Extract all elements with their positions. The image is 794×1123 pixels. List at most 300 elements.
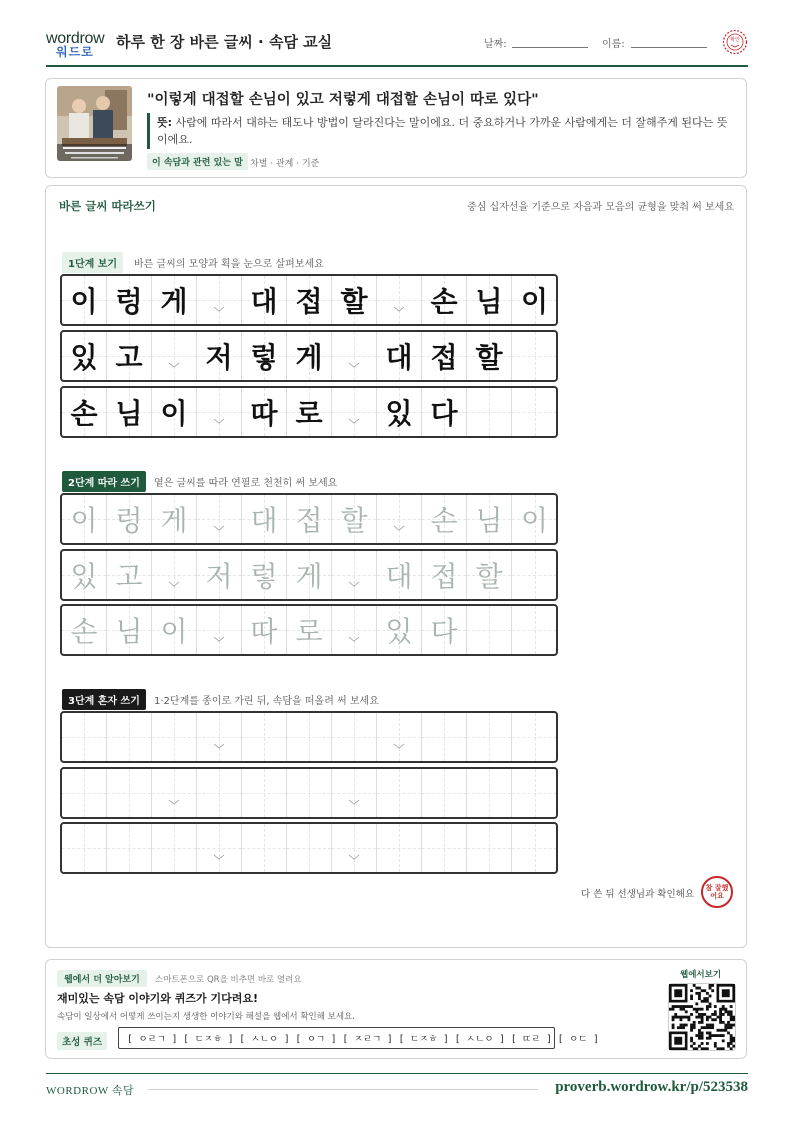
qr-module	[730, 1005, 733, 1008]
qr-module	[717, 1047, 720, 1050]
qr-module	[693, 984, 696, 987]
qr-module	[695, 1008, 698, 1011]
header-divider	[46, 65, 748, 67]
writing-cell[interactable]	[242, 824, 287, 872]
writing-cell[interactable]	[152, 713, 197, 761]
qr-module	[706, 1018, 709, 1021]
stage-2-badge: 2단계 따라 쓰기	[62, 471, 146, 492]
qr-module	[701, 1034, 704, 1037]
writing-cell	[332, 332, 377, 380]
qr-module	[690, 1037, 693, 1040]
qr-module	[693, 1047, 696, 1050]
writing-cell[interactable]	[422, 824, 467, 872]
qr-module	[698, 1034, 701, 1037]
qr-code[interactable]	[668, 983, 736, 1051]
qr-module	[672, 1018, 675, 1021]
writing-char: 저	[205, 560, 233, 593]
qr-module	[680, 1024, 683, 1027]
writing-cell	[242, 332, 287, 380]
qr-module	[703, 997, 706, 1000]
qr-module	[680, 1005, 683, 1008]
qr-module	[719, 1010, 722, 1013]
qr-module	[722, 1021, 725, 1024]
writing-char	[115, 717, 142, 757]
writing-cell[interactable]	[512, 824, 557, 872]
writing-char: 대	[385, 341, 413, 374]
writing-char	[385, 773, 412, 813]
qr-module	[690, 1039, 693, 1042]
writing-char: 따	[250, 397, 278, 430]
writing-cell	[152, 276, 197, 324]
writing-char: 이	[520, 285, 549, 318]
qr-module	[732, 1024, 735, 1027]
writing-cell	[107, 276, 152, 324]
qr-module	[682, 1008, 685, 1011]
footer-url[interactable]: proverb.wordrow.kr/p/523538	[555, 1079, 748, 1095]
writing-cell[interactable]	[107, 824, 152, 872]
writing-cell[interactable]	[197, 769, 242, 817]
qr-module	[698, 1008, 701, 1011]
qr-module	[701, 1013, 704, 1016]
qr-module	[698, 1037, 701, 1040]
writing-cell[interactable]	[62, 495, 107, 543]
writing-char	[250, 828, 277, 868]
writing-cell[interactable]	[197, 551, 242, 599]
writing-char	[250, 773, 277, 813]
qr-module	[682, 1016, 685, 1019]
qr-module	[730, 1024, 733, 1027]
qr-module	[714, 1010, 717, 1013]
writing-cell[interactable]	[152, 606, 197, 654]
space-mark-icon: ﹀	[213, 418, 225, 431]
web-more-headline: 재미있는 속담 이야기와 퀴즈가 기다려요!	[57, 992, 258, 1005]
writing-char: 접	[295, 504, 323, 537]
writing-row-stage2-line3[interactable]	[60, 604, 558, 656]
writing-cell[interactable]	[422, 606, 467, 654]
space-mark-icon: ﹀	[348, 799, 360, 812]
qr-module	[703, 1047, 706, 1050]
good-job-stamp-text: 참 잘했어요	[705, 884, 729, 900]
qr-module	[690, 997, 693, 1000]
writing-cell[interactable]	[377, 713, 422, 761]
writing-cell[interactable]	[152, 769, 197, 817]
writing-cell[interactable]	[62, 606, 107, 654]
qr-module	[693, 1008, 696, 1011]
writing-cell[interactable]	[377, 769, 422, 817]
qr-module	[706, 1005, 709, 1008]
meaning-label: 뜻:	[157, 116, 173, 129]
qr-module	[732, 1045, 735, 1048]
writing-cell[interactable]	[422, 769, 467, 817]
writing-char: 고	[115, 341, 143, 374]
date-label: 날짜:	[484, 39, 507, 50]
writing-cell[interactable]	[287, 769, 332, 817]
writing-cell	[62, 332, 107, 380]
writing-cell[interactable]	[242, 495, 287, 543]
qr-module	[674, 1013, 677, 1016]
writing-cell[interactable]	[332, 606, 377, 654]
date-field[interactable]	[512, 47, 588, 48]
qr-module	[706, 1024, 709, 1027]
name-field[interactable]	[631, 47, 707, 48]
qr-module	[698, 1032, 701, 1035]
writing-char: 접	[295, 285, 323, 318]
qr-module	[709, 1037, 712, 1040]
writing-char: 따	[250, 615, 278, 648]
qr-module	[727, 1013, 730, 1016]
qr-module	[701, 1021, 704, 1024]
qr-module	[714, 1013, 717, 1016]
qr-module	[730, 1013, 733, 1016]
writing-cell[interactable]	[512, 713, 557, 761]
qr-module	[730, 1042, 733, 1045]
qr-module	[695, 1034, 698, 1037]
writing-cell[interactable]	[152, 495, 197, 543]
qr-module	[687, 1018, 690, 1021]
writing-cell	[512, 332, 557, 380]
qr-module	[703, 1026, 706, 1029]
stage-1-badge: 1단계 보기	[62, 252, 123, 273]
qr-module	[706, 997, 709, 1000]
qr-module	[706, 1016, 709, 1019]
writing-cell[interactable]	[62, 824, 107, 872]
writing-cell	[62, 388, 107, 436]
writing-cell[interactable]	[242, 769, 287, 817]
qr-module	[698, 995, 701, 998]
writing-row-stage3-line2[interactable]	[60, 767, 558, 819]
qr-hint: 스마트폰으로 QR을 비추면 바로 열려요	[155, 975, 302, 985]
writing-cell[interactable]	[62, 713, 107, 761]
writing-char: 할	[340, 285, 368, 318]
qr-module	[724, 1008, 727, 1011]
writing-char	[475, 717, 502, 757]
writing-cell[interactable]	[467, 824, 512, 872]
writing-cell[interactable]	[332, 713, 377, 761]
writing-char	[295, 717, 322, 757]
writing-char: 손	[70, 615, 98, 648]
space-mark-icon: ﹀	[348, 418, 360, 431]
writing-cell	[107, 332, 152, 380]
writing-cell	[332, 276, 377, 324]
qr-module	[695, 1010, 698, 1013]
writing-char: 있	[70, 560, 98, 593]
writing-cell[interactable]	[62, 551, 107, 599]
qr-module	[714, 1018, 717, 1021]
web-view-label: 웹에서보기	[680, 970, 722, 980]
web-more-description: 속담이 일상에서 어떻게 쓰이는지 생생한 이야기와 해설을 웹에서 확인해 보세요.	[57, 1012, 355, 1022]
space-mark-icon: ﹀	[213, 854, 225, 867]
writing-cell[interactable]	[332, 495, 377, 543]
writing-cell[interactable]	[287, 495, 332, 543]
qr-module	[722, 1013, 725, 1016]
space-mark-icon: ﹀	[393, 743, 405, 756]
writing-char: 님	[475, 285, 503, 318]
qr-module	[695, 1016, 698, 1019]
qr-module	[719, 1013, 722, 1016]
writing-row-stage3-line1[interactable]	[60, 711, 558, 763]
footer-divider	[46, 1073, 748, 1074]
writing-cell[interactable]	[512, 606, 557, 654]
writing-char: 다	[430, 397, 458, 430]
logo-wordmark: wordrow	[46, 30, 105, 47]
qr-module	[695, 1047, 698, 1050]
qr-module	[698, 1029, 701, 1032]
writing-cell[interactable]	[377, 606, 422, 654]
writing-cell[interactable]	[197, 713, 242, 761]
qr-module	[719, 1018, 722, 1021]
space-mark-icon: ﹀	[348, 854, 360, 867]
qr-module	[690, 1045, 693, 1048]
qr-module	[698, 1045, 701, 1048]
qr-module	[730, 1026, 733, 1029]
writing-char	[70, 828, 97, 868]
writing-char: 고	[115, 560, 143, 593]
qr-module	[711, 1034, 714, 1037]
qr-module	[717, 1029, 720, 1032]
writing-row-stage1-line1	[60, 274, 558, 326]
writing-cell[interactable]	[107, 769, 152, 817]
writing-cell[interactable]	[377, 551, 422, 599]
qr-module	[719, 1034, 722, 1037]
qr-module	[701, 1000, 704, 1003]
qr-module	[685, 1016, 688, 1019]
writing-cell[interactable]	[467, 606, 512, 654]
header-stamp-text: 확인	[730, 37, 740, 43]
writing-cell[interactable]	[107, 606, 152, 654]
header-stamp-icon	[722, 29, 748, 55]
qr-module	[687, 1005, 690, 1008]
qr-module	[706, 1026, 709, 1029]
writing-cell[interactable]	[467, 769, 512, 817]
qr-module	[732, 1016, 735, 1019]
web-more-badge: 웹에서 더 알아보기	[57, 970, 147, 987]
space-mark-icon: ﹀	[213, 743, 225, 756]
writing-char: 있	[385, 615, 413, 648]
writing-cell[interactable]	[287, 606, 332, 654]
writing-cell[interactable]	[107, 495, 152, 543]
stage-1-note: 바른 글씨의 모양과 획을 눈으로 살펴보세요	[134, 259, 324, 270]
writing-cell	[467, 276, 512, 324]
writing-cell[interactable]	[242, 551, 287, 599]
writing-char: 렁	[115, 285, 143, 318]
qr-module	[709, 987, 712, 990]
writing-cell[interactable]	[467, 495, 512, 543]
writing-cell[interactable]	[152, 824, 197, 872]
writing-row-stage1-line2	[60, 330, 558, 382]
qr-module	[680, 1026, 683, 1029]
qr-module	[719, 1029, 722, 1032]
qr-module	[677, 1005, 680, 1008]
writing-cell[interactable]	[512, 551, 557, 599]
footer-line	[148, 1089, 538, 1090]
writing-char: 게	[160, 504, 188, 537]
qr-module	[724, 1026, 727, 1029]
qr-module	[732, 1037, 735, 1040]
qr-module	[727, 1042, 730, 1045]
writing-cell[interactable]	[422, 551, 467, 599]
writing-cell[interactable]	[467, 551, 512, 599]
writing-cell[interactable]	[332, 769, 377, 817]
qr-module	[730, 1034, 733, 1037]
writing-cell[interactable]	[287, 713, 332, 761]
writing-cell	[62, 276, 107, 324]
writing-char: 대	[250, 504, 278, 537]
qr-module	[695, 992, 698, 995]
qr-module	[711, 1013, 714, 1016]
qr-module	[695, 1002, 698, 1005]
qr-module	[706, 992, 709, 995]
qr-module	[695, 987, 698, 990]
writing-char	[250, 717, 277, 757]
writing-char	[295, 828, 322, 868]
practice-hint: 중심 십자선을 기준으로 자음과 모음의 균형을 맞춰 써 보세요	[467, 202, 734, 213]
qr-module	[703, 1000, 706, 1003]
writing-cell[interactable]	[242, 606, 287, 654]
qr-module	[701, 1016, 704, 1019]
writing-cell[interactable]	[62, 769, 107, 817]
writing-cell[interactable]	[107, 551, 152, 599]
writing-cell	[512, 276, 557, 324]
writing-cell[interactable]	[287, 551, 332, 599]
writing-cell[interactable]	[377, 495, 422, 543]
writing-char	[521, 717, 548, 757]
qr-module	[701, 1047, 704, 1050]
writing-char	[340, 717, 367, 757]
writing-row-stage2-line1[interactable]	[60, 493, 558, 545]
writing-char: 게	[295, 560, 323, 593]
stage-3-note: 1·2단계를 종이로 가린 뒤, 속담을 떠올려 써 보세요	[154, 696, 379, 707]
qr-module	[672, 1026, 675, 1029]
writing-cell	[287, 276, 332, 324]
writing-cell[interactable]	[332, 824, 377, 872]
writing-char	[430, 773, 457, 813]
qr-module	[682, 1005, 685, 1008]
stage-3-badge: 3단계 혼자 쓰기	[62, 689, 146, 710]
qr-finder	[722, 989, 730, 997]
qr-module	[685, 1010, 688, 1013]
writing-cell[interactable]	[197, 606, 242, 654]
qr-module	[709, 1016, 712, 1019]
qr-module	[682, 1024, 685, 1027]
good-job-stamp-icon	[701, 876, 733, 908]
writing-cell[interactable]	[512, 495, 557, 543]
writing-cell[interactable]	[197, 495, 242, 543]
writing-cell[interactable]	[242, 713, 287, 761]
qr-module	[727, 1024, 730, 1027]
qr-module	[677, 1026, 680, 1029]
qr-module	[680, 1008, 683, 1011]
writing-char	[205, 773, 232, 813]
qr-module	[690, 1029, 693, 1032]
qr-module	[724, 1010, 727, 1013]
writing-cell[interactable]	[332, 551, 377, 599]
writing-cell	[422, 276, 467, 324]
qr-module	[693, 1042, 696, 1045]
writing-cell[interactable]	[287, 824, 332, 872]
writing-char	[115, 828, 142, 868]
qr-module	[722, 1005, 725, 1008]
writing-char: 저	[205, 341, 233, 374]
qr-module	[690, 989, 693, 992]
qr-finder	[674, 1037, 682, 1045]
proverb-illustration	[57, 86, 132, 161]
writing-cell	[422, 388, 467, 436]
chosung-quiz-label: 초성 퀴즈	[57, 1032, 107, 1050]
qr-module	[711, 1018, 714, 1021]
writing-cell[interactable]	[107, 713, 152, 761]
writing-cell	[152, 332, 197, 380]
qr-module	[730, 1037, 733, 1040]
writing-char: 이	[70, 285, 98, 318]
qr-module	[714, 1045, 717, 1048]
writing-char: 손	[430, 285, 458, 318]
writing-row-stage2-line2[interactable]	[60, 549, 558, 601]
qr-module	[727, 1021, 730, 1024]
qr-module	[701, 1032, 704, 1035]
writing-cell	[242, 388, 287, 436]
writing-char: 이	[160, 615, 188, 648]
space-mark-icon: ﹀	[348, 362, 360, 375]
writing-char: 로	[295, 397, 323, 430]
qr-module	[722, 1029, 725, 1032]
writing-cell[interactable]	[512, 769, 557, 817]
writing-cell	[377, 332, 422, 380]
space-mark-icon: ﹀	[213, 525, 225, 538]
qr-module	[709, 1002, 712, 1005]
writing-char: 님	[475, 504, 503, 537]
writing-cell[interactable]	[152, 551, 197, 599]
qr-module	[674, 1016, 677, 1019]
qr-module	[680, 1018, 683, 1021]
writing-cell[interactable]	[422, 713, 467, 761]
writing-cell[interactable]	[197, 824, 242, 872]
qr-module	[722, 1034, 725, 1037]
qr-module	[703, 1013, 706, 1016]
writing-cell[interactable]	[467, 713, 512, 761]
writing-char	[385, 828, 412, 868]
writing-char	[430, 717, 457, 757]
writing-char: 님	[115, 397, 143, 430]
qr-module	[706, 1037, 709, 1040]
writing-char	[295, 773, 322, 813]
qr-module	[709, 1034, 712, 1037]
space-mark-icon: ﹀	[393, 306, 405, 319]
writing-char	[160, 717, 187, 757]
qr-module	[709, 1005, 712, 1008]
qr-module	[693, 1024, 696, 1027]
writing-char	[475, 773, 502, 813]
space-mark-icon: ﹀	[213, 636, 225, 649]
writing-row-stage3-line3[interactable]	[60, 822, 558, 874]
writing-cell	[152, 388, 197, 436]
qr-module	[706, 1042, 709, 1045]
writing-char: 다	[430, 615, 458, 648]
qr-module	[717, 1034, 720, 1037]
writing-char: 있	[70, 341, 98, 374]
qr-module	[672, 1024, 675, 1027]
writing-char: 게	[160, 285, 188, 318]
writing-cell	[512, 388, 557, 436]
writing-cell[interactable]	[377, 824, 422, 872]
qr-module	[719, 1008, 722, 1011]
qr-module	[677, 1016, 680, 1019]
writing-cell[interactable]	[422, 495, 467, 543]
qr-module	[732, 1018, 735, 1021]
writing-cell	[197, 332, 242, 380]
qr-module	[698, 1013, 701, 1016]
qr-module	[709, 1032, 712, 1035]
space-mark-icon: ﹀	[348, 581, 360, 594]
